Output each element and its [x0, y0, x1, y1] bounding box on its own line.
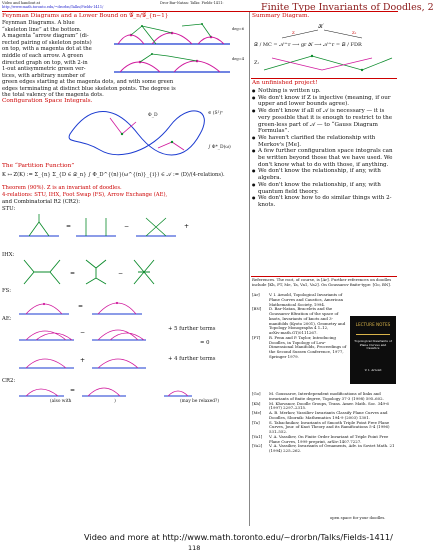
ref-text: M. Khovanov, Doodle Groups, Trans. Amer. Math. Soc. 349-6 (1997) 2297–2315. — [269, 400, 389, 411]
cr2-note-part: ) — [114, 399, 116, 404]
ref-key: [Ar] — [252, 292, 260, 297]
svg-text:Φ_D: Φ_D — [148, 113, 158, 118]
config-space-figure — [60, 104, 248, 162]
svg-text:∫ Φ*_D(ω): ∫ Φ*_D(ω) — [208, 145, 231, 150]
feynman-line: “skeleton line” at the bottom. — [2, 26, 82, 33]
relation-label-ihx: IHX: — [2, 252, 15, 258]
svg-text:∈ (S¹)ᵉ: ∈ (S¹)ᵉ — [208, 111, 223, 116]
feynman-line: 1-out antisymmetric green ver- — [2, 66, 86, 73]
book-author: V. I. Arnold — [364, 368, 382, 372]
header-divider — [2, 11, 398, 12]
reference-entry — [252, 293, 348, 307]
ae-relation-figure — [14, 318, 164, 374]
ref-text: V. A. Vassiliev, Invariants of Ornaments, Adv. in Soviet Math. 21 (1994) 225–262. — [269, 443, 395, 453]
fs-relation-figure — [14, 292, 214, 320]
ae-further-terms-1: + 5 further terms — [168, 326, 216, 332]
feynman-line: rected pairing of skeleton points) — [2, 39, 92, 46]
feynman-line: Feynman Diagrams. A blue — [2, 20, 75, 26]
unfinished-title: An unfinished project! — [252, 80, 318, 86]
svg-text:=: = — [70, 387, 76, 394]
summary-label: 𝒦 — [318, 24, 324, 30]
page-number: 118 — [188, 544, 201, 552]
relations-intro — [2, 192, 248, 205]
ae-equals-zero: = 0 — [200, 340, 210, 346]
deg-label: deg=4 — [232, 57, 245, 61]
ae-further-terms-2: + 4 further terms — [168, 356, 216, 362]
summary-diagram — [252, 20, 398, 54]
list-item: ● We don't know if all of 𝒜 is necessary — it is very possible that it is enough to restrict to the green-less part of 𝒜 — to “Gauss Diagram Formulas”. — [252, 108, 398, 135]
page-title: Finite Type Invariants of Doodles, 2 — [261, 2, 434, 13]
ref-key: [Kh] — [252, 400, 261, 406]
ref-key: [Go] — [252, 391, 261, 396]
reference-entry — [252, 421, 398, 435]
summary-title: Summary Diagram. — [252, 13, 310, 19]
svg-text:=: = — [70, 270, 76, 277]
relation-label-fs: FS: — [2, 288, 12, 294]
ref-text: V. I. Arnold, Topological Invariants of Plane Curves and Caustics, American Mathematical Society, 1994. — [269, 292, 344, 307]
list-item: ● Nothing is written up. — [252, 88, 398, 95]
header-left — [2, 1, 103, 9]
reference-entry — [252, 336, 348, 360]
references-intro: References. The root, of course, is [Ar]. Further references on doodles include [Kh, FT, Me, Ta, Va1, Va2]. On Goussarov finite-type: [Go, BN]. — [252, 277, 392, 287]
list-item: ● We don't know how to do similar things with 2-knots. — [252, 195, 398, 208]
references-list-top — [252, 293, 348, 360]
open-space-note: open space for your doodles. — [330, 515, 386, 520]
relation-label-cr2: CR2: — [2, 378, 16, 384]
unfinished-list — [252, 88, 398, 209]
summary-doodle-figure — [252, 52, 398, 76]
list-item: ● We don't know the relationship, if any, with algebra. — [252, 168, 398, 181]
svg-text:+: + — [184, 223, 190, 230]
stu-relation-figure — [14, 212, 214, 242]
references-list-bottom — [252, 392, 398, 454]
list-item: ● We don't know the relationship, if any, with quantum field theory. — [252, 182, 398, 195]
summary-label: Z₂ — [352, 30, 357, 35]
summary-label: Z — [292, 30, 295, 35]
partition-formula: K ↦ Z(K) := Σ_{n} Σ_{D ∈ 𝒟_n} ∫ Φ_D^{(n)}(ω^{(n)}_{i}) ∈ 𝒜 := ⟨D⟩/(4-relations). — [2, 172, 225, 178]
cr2-note-part: (also with — [50, 399, 72, 404]
feynman-diagrams-figure — [112, 20, 248, 78]
feynman-diagram-deg6 — [114, 23, 230, 44]
book-cover-image — [350, 316, 396, 384]
reference-entry — [252, 307, 348, 336]
ref-text: M. Goussarov, Interdependent modifications of links and invariants of finite degree, Topology 37-3 (1998) 595–602. — [269, 391, 384, 401]
ref-text: A. B. Merkov, Vassiliev Invariants Classify Plane Curves and Doodles, Sbornik: Mathematics 194-9 (2003) 1301. — [269, 410, 388, 420]
feynman-line: directed graph on top, with 2-in — [2, 59, 88, 66]
feynman-paragraph-narrow — [2, 20, 112, 79]
feynman-line: on top, with a magenta dot at the — [2, 46, 92, 53]
book-subtitle: Topological Invariants of Plane Curves and Caustics — [354, 339, 392, 351]
ref-key: [Ta] — [252, 419, 260, 425]
header-center: Dror Bar-Natan: Talks: Fields-1411: — [160, 1, 224, 5]
list-item: ● We haven't clarified the relationship with Merkov's [Me]. — [252, 135, 398, 148]
feynman-line: middle of each arrow. A green — [2, 52, 83, 59]
feynman-line: green edges starting at the magenta dots, and with some green — [2, 79, 174, 85]
ref-text: V. A. Vassiliev, On Finite Order Invariant of Triple Point Free Plane Curves, 1999 preprint, arXiv:1407.7227. — [269, 433, 389, 444]
section-partition-title: The “Partition Function” — [2, 163, 75, 169]
svg-text:=: = — [66, 223, 72, 230]
ref-key: [BN] — [252, 306, 262, 312]
feynman-line: the total valency of the magenta dots. — [2, 92, 104, 99]
relations-line: 4-relations: STU, IHX, Foot Swap (FS), Arrow Exchange (AE), — [2, 192, 168, 198]
feynman-line: tices, with arbitrary number of — [2, 72, 85, 79]
book-title: LECTURE NOTES — [355, 322, 391, 327]
ref-key: [Va2] — [252, 443, 263, 449]
relation-label-stu: STU: — [2, 206, 16, 212]
feynman-paragraph-wide — [2, 79, 247, 99]
header-video-line: Video and handout at — [2, 1, 41, 5]
relation-label-ae: AE: — [2, 316, 12, 322]
feynman-line: A magenta “arrow diagram” (di- — [2, 33, 89, 40]
theorem-line: Theorem (90%). Z is an invariant of doodles. — [2, 185, 122, 191]
ref-text: R. Fenn and P. Taylor, Introducing Doodles, in Topology of Low-Dimensional Manifolds, Proceedings of the Second Sussex Conference, 1977, Springer 1979. — [269, 334, 347, 359]
svg-text:−: − — [124, 223, 130, 230]
ref-text: S. Tabachnikov, Invariants of Smooth Triple Point Free Plane Curves, Jour. of Knot Theory and its Ramifications 5-4 (1996) 531–552. — [269, 419, 390, 434]
deg-label: deg=6 — [232, 27, 245, 31]
ref-text: D. Bar-Natan, Bracelets and the Goussarov filtration of the space of knots, Invariants of knots and 3-manifolds (Kyoto 2001), Geometry and Topology Monographs 4 1–12, arXiv:math.GT/0111267. — [269, 306, 346, 335]
svg-text:Z:: Z: — [254, 60, 260, 66]
footer-video-link[interactable]: Video and more at http://www.math.toronto.edu/~drorbn/Talks/Fields-1411/ — [84, 532, 393, 542]
svg-text:−: − — [118, 270, 124, 277]
summary-formula: 𝒟 / MC = 𝒜^r ⟶ gr 𝒦 ⟶ 𝒜^r = 𝒟 / FDR — [254, 42, 362, 48]
svg-text:=: = — [78, 303, 84, 310]
summary-divider — [251, 78, 397, 79]
header-url-link[interactable]: http://www.math.toronto.edu/~drorbn/Talks/Fields-1411/ — [2, 5, 104, 9]
svg-text:+: + — [80, 357, 86, 364]
relations-line: and Combinatorial R2 (CR2): — [2, 198, 81, 205]
svg-text:−: − — [80, 329, 86, 336]
list-item: ● We don't know if Z is injective (meaning, if our upper and lower bounds agree). — [252, 95, 398, 108]
feynman-line: edges terminating at distinct blue skeleton points. The degree is — [2, 85, 176, 92]
feynman-diagram-deg4 — [114, 53, 230, 72]
list-item: ● A few further configuration space integrals can be written beyond those that we have used. We don't know what to do with those, if anything. — [252, 148, 398, 168]
ref-key: [Me] — [252, 410, 262, 415]
reference-entry — [252, 444, 398, 454]
column-divider — [249, 12, 250, 526]
cr2-relax-note: (may be relaxed?) — [180, 399, 219, 404]
section-feynman-title: Feynman Diagrams and a Lower Bound on 𝒢_n/𝒢_{n−1} — [2, 13, 169, 19]
ref-key: [FT] — [252, 334, 261, 340]
ihx-relation-figure — [14, 256, 214, 288]
section-config-title: Configuration Space Integrals. — [2, 98, 93, 104]
ref-key: [Va1] — [252, 433, 263, 439]
cr2-note — [50, 400, 116, 404]
